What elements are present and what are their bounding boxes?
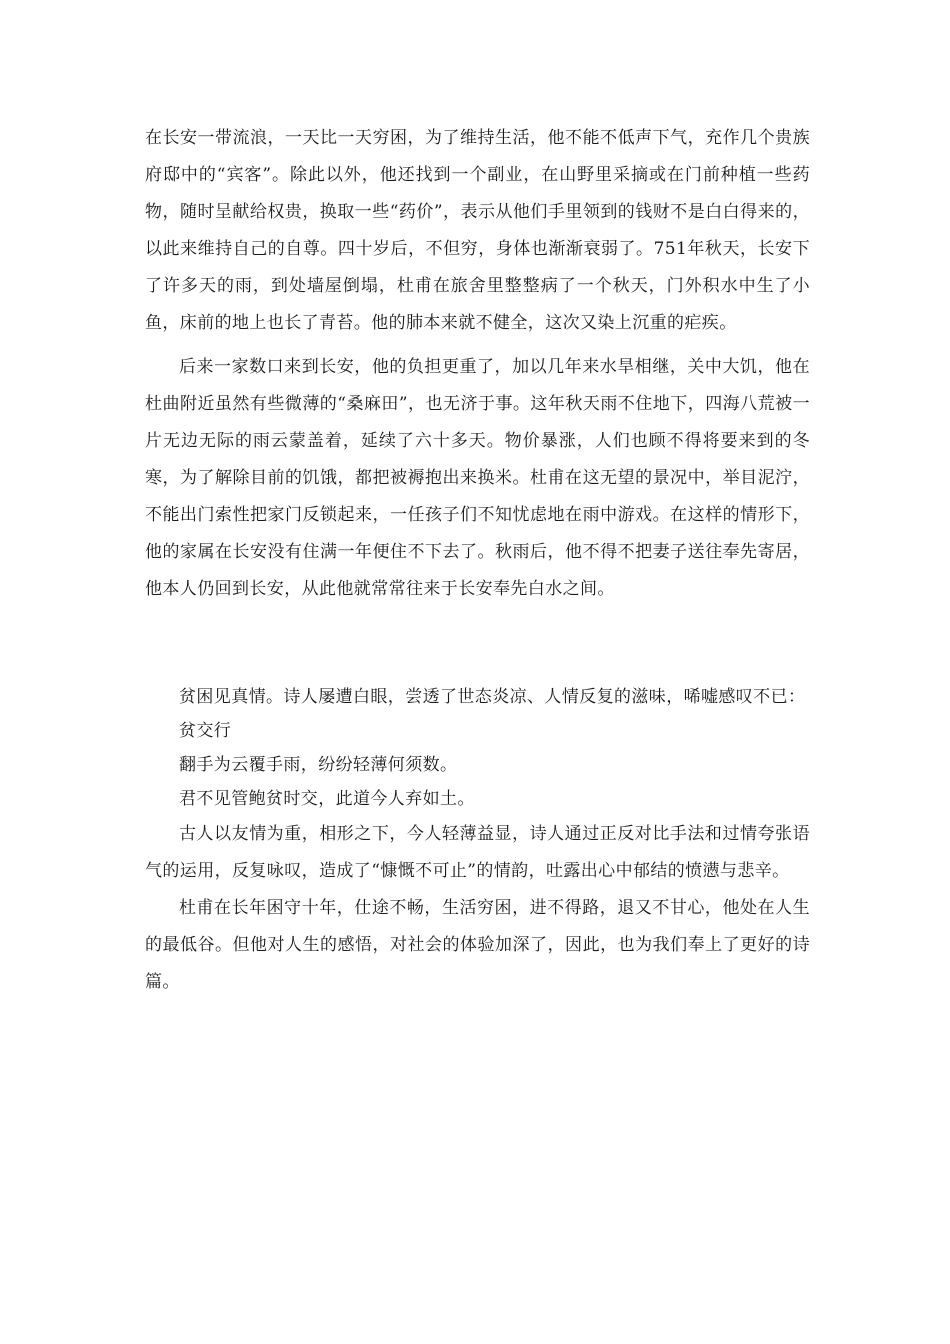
body-text-top [145,120,810,608]
poem-title: 贫交行 [179,721,232,741]
paragraph-life-low-point: 杜甫在长年困守十年，仕途不畅，生活穷困，进不得路，退又不甘心，他处在人生的最低谷。但他对人生的感悟，对社会的体验加深了，因此，也为我们奉上了更好的诗篇。 [145,898,810,992]
intro-line: 贫困见真情。诗人屡遭白眼，尝透了世态炎凉、人情反复的滋味，唏嘘感叹不已： [179,687,806,707]
paragraph-gap [145,342,810,349]
body-text-bottom [145,680,810,1001]
paragraph-poverty-in-changan: 在长安一带流浪，一天比一天穷困，为了维持生活，他不能不低声下气，充作几个贵族府邸中的“宾客”。除此以外，他还找到一个副业，在山野里采摘或在门前种植一些药物，随时呈献给权贵，换取一些“药价”，表示从他们手里领到的钱财不是白白得来的，以此来维持自己的自尊。四十岁后，不但穷，身体也渐渐衰弱了。751年秋天，长安下了许多天的雨，到处墙屋倒塌，杜甫在旅舍里整整病了一个秋天，门外积水中生了小鱼，床前的地上也长了青苔。他的肺本来就不健全，这次又染上沉重的疟疾。 [145,128,810,333]
paragraph-family-to-changan: 后来一家数口来到长安，他的负担更重了，加以几年来水旱相继，关中大饥，他在杜曲附近虽然有些微薄的“桑麻田”，也无济于事。这年秋天雨不住地下，四海八荒被一片无边无际的雨云蒙盖着，延续了六十多天。物价暴涨，人们也顾不得将要来到的冬寒，为了解除目前的饥饿，都把被褥抱出来换米。杜甫在这无望的景况中，举目泥泞，不能出门索性把家门反锁起来，一任孩子们不知忧虑地在雨中游戏。在这样的情形下，他的家属在长安没有住满一年便住不下去了。秋雨后，他不得不把妻子送往奉先寄居，他本人仍回到长安，从此他就常常往来于长安奉先白水之间。 [145,357,810,599]
poem-line: 翻手为云覆手雨，纷纷轻薄何须数。 [179,755,458,775]
poem-line: 君不见管鲍贫时交，此道今人弃如土。 [179,789,475,809]
paragraph-poem-analysis: 古人以友情为重，相形之下，今人轻薄益显，诗人通过正反对比手法和过情夸张语气的运用，反复咏叹，造成了“慷慨不可止”的情韵，吐露出心中郁结的愤懑与悲辛。 [145,824,810,881]
